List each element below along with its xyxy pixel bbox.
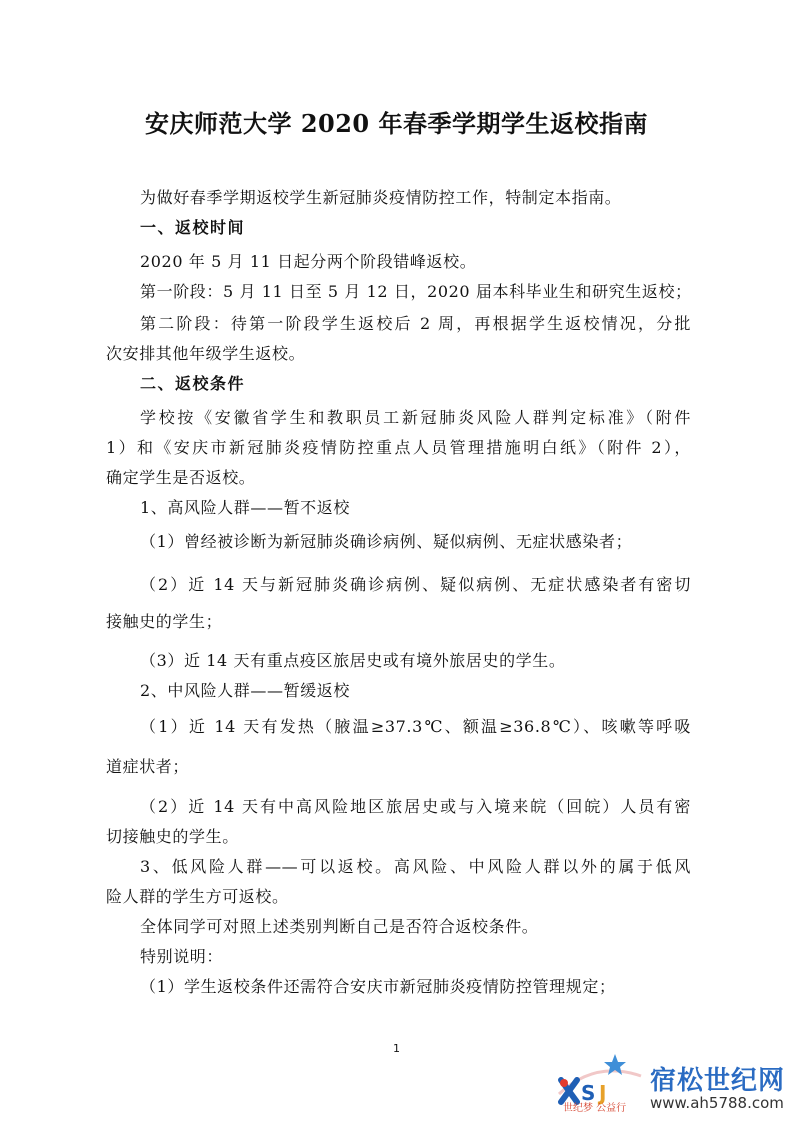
text-line: 切接触史的学生。 xyxy=(106,827,239,846)
text-line: 次安排其他年级学生返校。 xyxy=(106,344,306,363)
subheading-high-risk: 1、高风险人群——暂不返校 xyxy=(140,498,350,517)
text-line: 全体同学可对照上述类别判断自己是否符合返校条件。 xyxy=(140,917,539,936)
list-item: （2）近 14 天与新冠肺炎确诊病例、疑似病例、无症状感染者有密切 xyxy=(140,575,691,594)
logo-caption: 世纪梦 公益行 xyxy=(563,1103,627,1114)
subheading-medium-risk: 2、中风险人群——暂缓返校 xyxy=(140,681,350,700)
text-line: 接触史的学生； xyxy=(106,612,223,631)
special-note-heading: 特别说明： xyxy=(140,947,224,966)
watermark-site-name: 宿松世纪网 xyxy=(650,1066,786,1096)
list-item: （1）学生返校条件还需符合安庆市新冠肺炎疫情防控管理规定； xyxy=(140,977,616,996)
text-line: 第一阶段：5 月 11 日至 5 月 12 日，2020 届本科毕业生和研究生返校； xyxy=(140,282,692,301)
text-line: 学校按《安徽省学生和教职员工新冠肺炎风险人群判定标准》（附件 xyxy=(140,408,691,427)
text-line: 险人群的学生方可返校。 xyxy=(106,887,289,906)
list-item: （2）近 14 天有中高风险地区旅居史或与入境来皖（回皖）人员有密 xyxy=(140,797,691,816)
svg-text:J: J xyxy=(599,1081,607,1105)
svg-text:S: S xyxy=(581,1081,596,1105)
text-line: 第二阶段：待第一阶段学生返校后 2 周，再根据学生返校情况，分批 xyxy=(140,314,691,333)
list-item: （3）近 14 天有重点疫区旅居史或有境外旅居史的学生。 xyxy=(140,651,566,670)
watermark-url: www.ah5788.com xyxy=(650,1094,784,1112)
section-heading-return-time: 一、返校时间 xyxy=(140,218,246,237)
text-line: 1）和《安庆市新冠肺炎疫情防控重点人员管理措施明白纸》（附件 2）， xyxy=(106,438,691,457)
text-line: 道症状者； xyxy=(106,757,190,776)
document-title: 安庆师范大学 2020 年春季学期学生返校指南 xyxy=(144,109,648,138)
list-item: （1）曾经被诊断为新冠肺炎确诊病例、疑似病例、无症状感染者； xyxy=(140,532,633,551)
text-line: 确定学生是否返校。 xyxy=(106,468,256,487)
page-number: 1 xyxy=(393,1042,400,1055)
list-item: （1）近 14 天有发热（腋温≥37.3℃、额温≥36.8℃）、咳嗽等呼吸 xyxy=(140,717,691,736)
intro-paragraph: 为做好春季学期返校学生新冠肺炎疫情防控工作，特制定本指南。 xyxy=(140,188,622,207)
subheading-low-risk: 3、低风险人群——可以返校。高风险、中风险人群以外的属于低风 xyxy=(140,857,691,876)
text-line: 2020 年 5 月 11 日起分两个阶段错峰返校。 xyxy=(140,252,477,271)
section-heading-return-conditions: 二、返校条件 xyxy=(140,374,246,393)
